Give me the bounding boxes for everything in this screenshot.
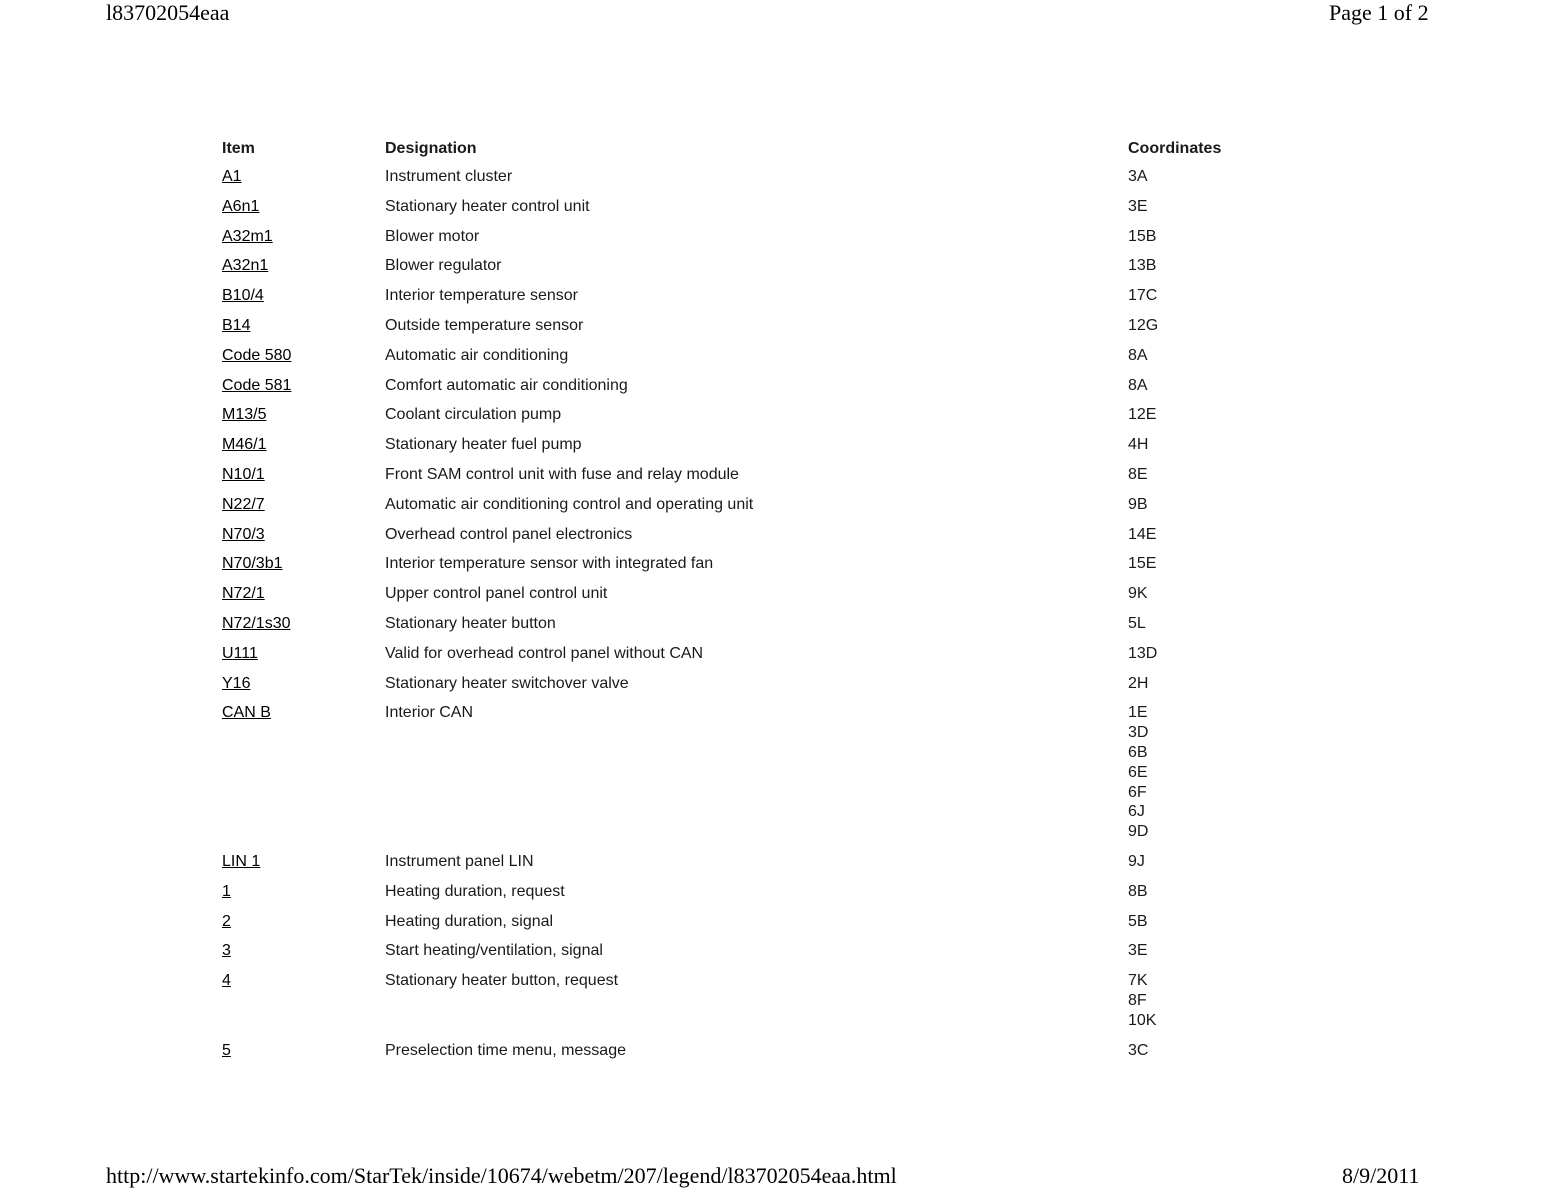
document-id: l83702054eaa xyxy=(106,0,230,25)
item-link[interactable]: N70/3 xyxy=(222,525,265,543)
table-row xyxy=(216,400,1284,430)
coordinate-value: 10K xyxy=(1128,1011,1157,1029)
designation-cell: Outside temperature sensor xyxy=(385,316,584,334)
column-header-designation: Designation xyxy=(385,140,477,157)
item-link[interactable]: B14 xyxy=(222,316,251,334)
designation-cell: Stationary heater button xyxy=(385,614,556,632)
coordinates-cell xyxy=(1122,847,1284,877)
coordinate-value: 6B xyxy=(1128,743,1148,761)
item-link[interactable]: N72/1 xyxy=(222,585,265,603)
coordinates-cell xyxy=(1122,371,1284,401)
item-cell xyxy=(216,371,379,401)
coordinates-cell xyxy=(1122,400,1284,430)
table-header-row xyxy=(216,136,1284,162)
coordinate-value: 9K xyxy=(1128,585,1148,603)
item-link[interactable]: A32m1 xyxy=(222,227,273,245)
designation-cell: Upper control panel control unit xyxy=(385,585,608,603)
coordinate-value: 13B xyxy=(1128,257,1157,275)
designation-cell: Automatic air conditioning control and operating unit xyxy=(385,495,754,513)
table-row xyxy=(216,936,1284,966)
coordinates-cell xyxy=(1122,639,1284,669)
item-cell xyxy=(216,877,379,907)
item-cell xyxy=(216,847,379,877)
table-row xyxy=(216,222,1284,252)
designation-cell: Instrument cluster xyxy=(385,168,513,185)
column-header-coordinates: Coordinates xyxy=(1128,140,1222,157)
coordinates-cell xyxy=(1122,907,1284,937)
coordinate-value: 6F xyxy=(1128,783,1147,801)
item-link[interactable]: 3 xyxy=(222,942,231,960)
print-footer xyxy=(0,1163,1568,1193)
item-link[interactable]: N72/1s30 xyxy=(222,614,291,632)
item-cell xyxy=(216,698,379,847)
coordinate-value: 6E xyxy=(1128,763,1148,781)
table-row xyxy=(216,162,1284,192)
coordinate-value: 5L xyxy=(1128,614,1146,632)
coordinate-value: 2H xyxy=(1128,674,1149,692)
item-link[interactable]: N10/1 xyxy=(222,465,265,483)
table-row xyxy=(216,371,1284,401)
designation-cell: Stationary heater control unit xyxy=(385,197,590,215)
item-cell xyxy=(216,669,379,699)
item-cell xyxy=(216,609,379,639)
print-date: 8/9/2011 xyxy=(1342,1163,1420,1188)
item-cell xyxy=(216,192,379,222)
coordinate-value: 3C xyxy=(1128,1041,1149,1059)
coordinate-value: 9J xyxy=(1128,852,1145,870)
item-cell xyxy=(216,490,379,520)
coordinates-cell xyxy=(1122,460,1284,490)
item-link[interactable]: 5 xyxy=(222,1041,231,1059)
designation-cell: Overhead control panel electronics xyxy=(385,525,633,543)
table-row xyxy=(216,549,1284,579)
table-row xyxy=(216,192,1284,222)
item-link[interactable]: Y16 xyxy=(222,674,251,692)
item-link[interactable]: 2 xyxy=(222,912,231,930)
item-link[interactable]: A6n1 xyxy=(222,197,260,215)
table-row xyxy=(216,251,1284,281)
item-link[interactable]: M46/1 xyxy=(222,436,267,454)
coordinates-cell xyxy=(1122,251,1284,281)
coordinates-cell xyxy=(1122,966,1284,1035)
coordinates-cell xyxy=(1122,490,1284,520)
coordinate-value: 8A xyxy=(1128,346,1148,364)
item-cell xyxy=(216,162,379,192)
designation-cell: Interior temperature sensor xyxy=(385,287,578,305)
item-link[interactable]: LIN 1 xyxy=(222,852,261,870)
coordinate-value: 9D xyxy=(1128,823,1149,841)
designation-cell: Blower motor xyxy=(385,227,480,245)
item-cell xyxy=(216,936,379,966)
designation-cell: Start heating/ventilation, signal xyxy=(385,942,603,960)
item-cell xyxy=(216,579,379,609)
item-link[interactable]: U111 xyxy=(222,644,258,662)
table-row xyxy=(216,430,1284,460)
item-cell xyxy=(216,549,379,579)
coordinate-value: 17C xyxy=(1128,287,1158,305)
coordinate-value: 4H xyxy=(1128,436,1149,454)
designation-cell: Instrument panel LIN xyxy=(385,852,534,870)
legend-table xyxy=(216,136,1284,1065)
item-link[interactable]: Code 580 xyxy=(222,346,292,364)
item-link[interactable]: B10/4 xyxy=(222,287,264,305)
table-row xyxy=(216,1036,1284,1066)
item-link[interactable]: Code 581 xyxy=(222,376,292,394)
table-row xyxy=(216,460,1284,490)
designation-cell: Stationary heater switchover valve xyxy=(385,674,629,692)
table-row xyxy=(216,490,1284,520)
coordinate-value: 8F xyxy=(1128,991,1147,1009)
table-row xyxy=(216,669,1284,699)
coordinates-cell xyxy=(1122,311,1284,341)
coordinate-value: 3E xyxy=(1128,942,1148,960)
item-cell xyxy=(216,1036,379,1066)
table-row xyxy=(216,847,1284,877)
item-link[interactable]: 4 xyxy=(222,972,231,990)
coordinates-cell xyxy=(1122,609,1284,639)
coordinate-value: 3E xyxy=(1128,197,1148,215)
designation-cell: Valid for overhead control panel without CAN xyxy=(385,644,704,662)
table-row xyxy=(216,877,1284,907)
coordinate-value: 3D xyxy=(1128,724,1149,742)
print-header xyxy=(0,0,1568,30)
coordinates-cell xyxy=(1122,549,1284,579)
table-row xyxy=(216,966,1284,1035)
item-cell xyxy=(216,251,379,281)
coordinates-cell xyxy=(1122,430,1284,460)
page-number: Page 1 of 2 xyxy=(1329,0,1429,25)
column-header-item: Item xyxy=(222,140,255,157)
item-link[interactable]: A1 xyxy=(222,168,242,185)
designation-cell: Stationary heater fuel pump xyxy=(385,436,582,454)
item-link[interactable]: CAN B xyxy=(222,704,271,722)
coordinate-value: 6J xyxy=(1128,803,1145,821)
coordinate-value: 12E xyxy=(1128,406,1157,424)
table-row xyxy=(216,579,1284,609)
coordinates-cell xyxy=(1122,281,1284,311)
coordinate-value: 3A xyxy=(1128,168,1148,185)
item-link[interactable]: 1 xyxy=(222,882,231,900)
coordinate-value: 15E xyxy=(1128,555,1157,573)
coordinate-value: 1E xyxy=(1128,704,1148,722)
designation-cell: Coolant circulation pump xyxy=(385,406,562,424)
designation-cell: Interior CAN xyxy=(385,704,474,722)
coordinates-cell xyxy=(1122,698,1284,847)
table-row xyxy=(216,281,1284,311)
designation-cell: Interior temperature sensor with integrated fan xyxy=(385,555,714,573)
coordinates-cell xyxy=(1122,669,1284,699)
coordinates-cell xyxy=(1122,192,1284,222)
designation-cell: Comfort automatic air conditioning xyxy=(385,376,628,394)
coordinates-cell xyxy=(1122,877,1284,907)
designation-cell: Front SAM control unit with fuse and relay module xyxy=(385,465,739,483)
coordinates-cell xyxy=(1122,162,1284,192)
coordinate-value: 7K xyxy=(1128,972,1148,990)
item-cell xyxy=(216,311,379,341)
table-row xyxy=(216,311,1284,341)
coordinate-value: 15B xyxy=(1128,227,1157,245)
designation-cell: Stationary heater button, request xyxy=(385,972,619,990)
item-cell xyxy=(216,520,379,550)
designation-cell: Automatic air conditioning xyxy=(385,346,569,364)
item-cell xyxy=(216,460,379,490)
coordinates-cell xyxy=(1122,520,1284,550)
coordinate-value: 8B xyxy=(1128,882,1148,900)
designation-cell: Blower regulator xyxy=(385,257,502,275)
coordinates-cell xyxy=(1122,222,1284,252)
coordinates-cell xyxy=(1122,341,1284,371)
table-row xyxy=(216,341,1284,371)
coordinate-value: 5B xyxy=(1128,912,1148,930)
item-cell xyxy=(216,400,379,430)
item-link[interactable]: N22/7 xyxy=(222,495,265,513)
designation-cell: Heating duration, request xyxy=(385,882,565,900)
coordinate-value: 12G xyxy=(1128,316,1159,334)
table-row xyxy=(216,639,1284,669)
table-row xyxy=(216,907,1284,937)
designation-cell: Preselection time menu, message xyxy=(385,1041,626,1059)
item-cell xyxy=(216,966,379,1035)
coordinates-cell xyxy=(1122,579,1284,609)
table-row xyxy=(216,520,1284,550)
item-link[interactable]: A32n1 xyxy=(222,257,269,275)
item-cell xyxy=(216,639,379,669)
table-row xyxy=(216,698,1284,847)
coordinates-cell xyxy=(1122,1036,1284,1066)
coordinate-value: 8E xyxy=(1128,465,1148,483)
legend-table-body xyxy=(216,162,1284,1065)
item-link[interactable]: M13/5 xyxy=(222,406,267,424)
item-cell xyxy=(216,430,379,460)
coordinate-value: 13D xyxy=(1128,644,1158,662)
table-row xyxy=(216,609,1284,639)
item-cell xyxy=(216,281,379,311)
designation-cell: Heating duration, signal xyxy=(385,912,554,930)
page-url-link[interactable]: http://www.startekinfo.com/StarTek/inside/10674/webetm/207/legend/l83702054eaa.html xyxy=(106,1163,897,1188)
coordinate-value: 9B xyxy=(1128,495,1148,513)
coordinate-value: 14E xyxy=(1128,525,1157,543)
coordinate-value: 8A xyxy=(1128,376,1148,394)
item-cell xyxy=(216,222,379,252)
coordinates-cell xyxy=(1122,936,1284,966)
item-cell xyxy=(216,907,379,937)
item-link[interactable]: N70/3b1 xyxy=(222,555,283,573)
item-cell xyxy=(216,341,379,371)
